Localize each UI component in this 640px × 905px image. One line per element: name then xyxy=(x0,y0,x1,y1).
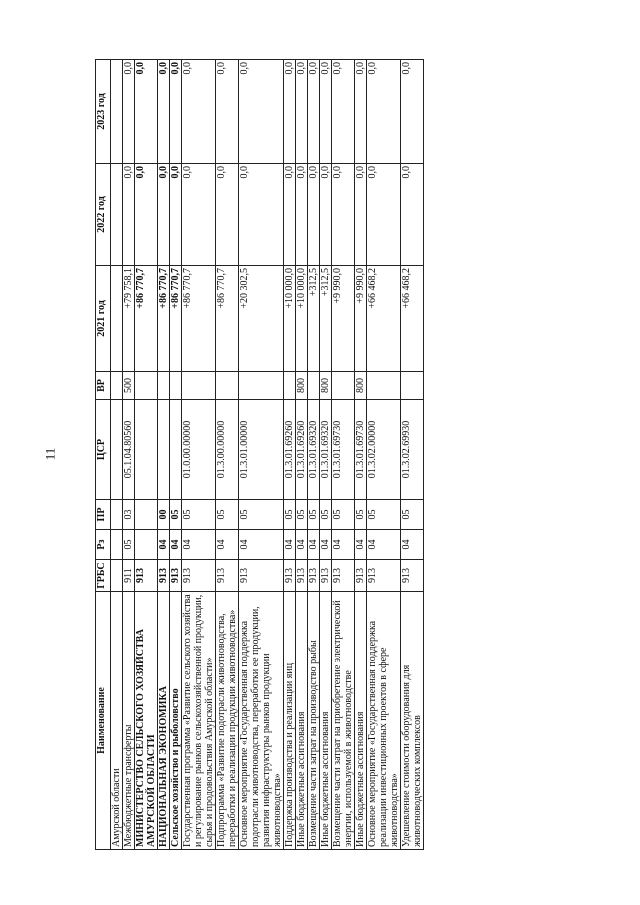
table-row xyxy=(401,60,424,850)
cell-vr: 800 xyxy=(320,372,332,400)
cell-csr: 01.3.02.69930 xyxy=(401,400,424,500)
cell-grbs: 913 xyxy=(170,560,182,592)
cell-pr: 05 xyxy=(320,500,332,530)
cell-csr: 01.3.01.69320 xyxy=(308,400,320,500)
cell-y2021: +312,5 xyxy=(308,266,320,372)
cell-rz: 04 xyxy=(284,530,296,560)
cell-y2021: +312,5 xyxy=(320,266,332,372)
cell-rz: 04 xyxy=(308,530,320,560)
cell-y2021: +86 770,7 xyxy=(158,266,170,372)
cell-vr xyxy=(182,372,216,400)
cell-csr: 01.3.01.69730 xyxy=(355,400,367,500)
cell-y2022: 0,0 xyxy=(308,164,320,266)
cell-y2021: +66 468,2 xyxy=(367,266,401,372)
cell-grbs: 913 xyxy=(216,560,239,592)
cell-vr xyxy=(332,372,355,400)
cell-vr xyxy=(401,372,424,400)
cell-pr: 00 xyxy=(158,500,170,530)
cell-y2023 xyxy=(111,60,123,164)
cell-grbs xyxy=(111,560,123,592)
cell-name: НАЦИОНАЛЬНАЯ ЭКОНОМИКА xyxy=(158,592,170,850)
cell-csr: 01.0.00.00000 xyxy=(182,400,216,500)
cell-name: Межбюджетные трансферты xyxy=(123,592,135,850)
cell-grbs: 913 xyxy=(239,560,284,592)
cell-name: Основное мероприятие «Государственная поддержка подотрасли животноводства, переработки ее продукции, развития инфраструктуры рынков продукции животноводства» xyxy=(239,592,284,850)
cell-y2021: +79 758,1 xyxy=(123,266,135,372)
cell-vr xyxy=(284,372,296,400)
cell-y2021: +86 770,7 xyxy=(170,266,182,372)
cell-name: Иные бюджетные ассигнования xyxy=(355,592,367,850)
cell-pr: 05 xyxy=(170,500,182,530)
cell-y2022: 0,0 xyxy=(123,164,135,266)
cell-y2021 xyxy=(111,266,123,372)
cell-pr xyxy=(111,500,123,530)
cell-csr: 01.3.01.69260 xyxy=(296,400,308,500)
cell-name: Иные бюджетные ассигнования xyxy=(320,592,332,850)
cell-name: Подпрограмма «Развитие подотрасли животноводства, переработки и реализации продукции животноводства» xyxy=(216,592,239,850)
cell-pr: 05 xyxy=(182,500,216,530)
cell-grbs: 911 xyxy=(123,560,135,592)
header-2021: 2021 год xyxy=(96,266,111,372)
cell-grbs: 913 xyxy=(158,560,170,592)
table-row xyxy=(158,60,170,850)
cell-grbs: 913 xyxy=(320,560,332,592)
cell-vr xyxy=(216,372,239,400)
cell-y2023: 0,0 xyxy=(135,60,158,164)
cell-csr: 01.3.01.00000 xyxy=(239,400,284,500)
cell-pr: 03 xyxy=(123,500,135,530)
cell-rz: 04 xyxy=(170,530,182,560)
cell-y2023: 0,0 xyxy=(332,60,355,164)
cell-grbs: 913 xyxy=(182,560,216,592)
table-row xyxy=(296,60,308,850)
cell-y2023: 0,0 xyxy=(401,60,424,164)
cell-y2021: +9 990,0 xyxy=(332,266,355,372)
cell-rz: 04 xyxy=(182,530,216,560)
cell-csr: 05.1.04.80560 xyxy=(123,400,135,500)
cell-rz: 05 xyxy=(123,530,135,560)
cell-y2021: +20 302,5 xyxy=(239,266,284,372)
cell-y2021: +86 770,7 xyxy=(182,266,216,372)
cell-y2022: 0,0 xyxy=(355,164,367,266)
cell-y2021: +86 770,7 xyxy=(135,266,158,372)
cell-y2023: 0,0 xyxy=(367,60,401,164)
budget-table xyxy=(95,59,424,850)
cell-y2021: +10 000,0 xyxy=(284,266,296,372)
header-vr: ВР xyxy=(96,372,111,400)
cell-csr xyxy=(158,400,170,500)
cell-y2023: 0,0 xyxy=(296,60,308,164)
cell-y2022: 0,0 xyxy=(135,164,158,266)
cell-vr xyxy=(170,372,182,400)
cell-y2022: 0,0 xyxy=(239,164,284,266)
cell-grbs: 913 xyxy=(332,560,355,592)
cell-pr: 05 xyxy=(239,500,284,530)
cell-csr: 01.3.02.00000 xyxy=(367,400,401,500)
table-row xyxy=(332,60,355,850)
cell-name: Удешевление стоимости оборудования для животноводческих комплексов xyxy=(401,592,424,850)
table-row xyxy=(367,60,401,850)
cell-name: МИНИСТЕРСТВО СЕЛЬСКОГО ХОЗЯЙСТВА АМУРСКОЙ ОБЛАСТИ xyxy=(135,592,158,850)
cell-y2022: 0,0 xyxy=(158,164,170,266)
cell-y2022: 0,0 xyxy=(182,164,216,266)
table-row xyxy=(308,60,320,850)
cell-y2022: 0,0 xyxy=(332,164,355,266)
cell-y2023: 0,0 xyxy=(308,60,320,164)
cell-csr: 01.3.00.00000 xyxy=(216,400,239,500)
cell-y2021: +86 770,7 xyxy=(216,266,239,372)
cell-y2022: 0,0 xyxy=(284,164,296,266)
cell-grbs: 913 xyxy=(367,560,401,592)
cell-name: Возмещение части затрат на приобретение электрической энергии, используемой в животноводстве xyxy=(332,592,355,850)
cell-grbs: 913 xyxy=(401,560,424,592)
cell-pr: 05 xyxy=(216,500,239,530)
table-row xyxy=(239,60,284,850)
cell-csr: 01.3.01.69260 xyxy=(284,400,296,500)
cell-y2021: +66 468,2 xyxy=(401,266,424,372)
cell-vr xyxy=(111,372,123,400)
cell-grbs: 913 xyxy=(308,560,320,592)
cell-y2022: 0,0 xyxy=(320,164,332,266)
cell-y2023: 0,0 xyxy=(355,60,367,164)
table-row xyxy=(355,60,367,850)
cell-y2023: 0,0 xyxy=(239,60,284,164)
cell-vr: 800 xyxy=(296,372,308,400)
header-csr: ЦСР xyxy=(96,400,111,500)
cell-vr xyxy=(135,372,158,400)
table-row xyxy=(123,60,135,850)
cell-pr: 05 xyxy=(284,500,296,530)
cell-y2023: 0,0 xyxy=(182,60,216,164)
cell-rz: 04 xyxy=(355,530,367,560)
cell-name: Амурской области xyxy=(111,592,123,850)
header-rz: Рз xyxy=(96,530,111,560)
table-row xyxy=(182,60,216,850)
table-row xyxy=(135,60,158,850)
cell-name: Поддержка производства и реализации яиц xyxy=(284,592,296,850)
cell-y2022: 0,0 xyxy=(170,164,182,266)
cell-vr xyxy=(239,372,284,400)
cell-y2021: +9 990,0 xyxy=(355,266,367,372)
cell-pr: 05 xyxy=(355,500,367,530)
header-pr: ПР xyxy=(96,500,111,530)
cell-y2023: 0,0 xyxy=(123,60,135,164)
cell-pr: 05 xyxy=(332,500,355,530)
cell-grbs: 913 xyxy=(296,560,308,592)
table-row xyxy=(170,60,182,850)
cell-rz xyxy=(135,530,158,560)
cell-rz: 04 xyxy=(320,530,332,560)
table-header-row xyxy=(96,60,111,850)
cell-name: Основное мероприятие «Государственная поддержка реализации инвестиционных проектов в сфере животноводства» xyxy=(367,592,401,850)
cell-y2021: +10 000,0 xyxy=(296,266,308,372)
cell-rz xyxy=(111,530,123,560)
cell-grbs: 913 xyxy=(135,560,158,592)
cell-rz: 04 xyxy=(332,530,355,560)
table-row xyxy=(320,60,332,850)
cell-name: Государственная программа «Развитие сельского хозяйства и регулирование рынков сельскохозяйственной продукции, сырья и продовольствия Амурской области» xyxy=(182,592,216,850)
cell-rz: 04 xyxy=(158,530,170,560)
header-2023: 2023 год xyxy=(96,60,111,164)
cell-pr: 05 xyxy=(367,500,401,530)
cell-name: Возмещение части затрат на производство рыбы xyxy=(308,592,320,850)
cell-rz: 04 xyxy=(296,530,308,560)
header-grbs: ГРБС xyxy=(96,560,111,592)
cell-pr xyxy=(135,500,158,530)
table-row xyxy=(216,60,239,850)
cell-y2022: 0,0 xyxy=(296,164,308,266)
cell-csr: 01.3.01.69320 xyxy=(320,400,332,500)
cell-rz: 04 xyxy=(367,530,401,560)
cell-vr xyxy=(158,372,170,400)
table-row xyxy=(284,60,296,850)
cell-csr: 01.3.01.69730 xyxy=(332,400,355,500)
cell-name: Сельское хозяйство и рыболовство xyxy=(170,592,182,850)
cell-y2022: 0,0 xyxy=(216,164,239,266)
cell-vr xyxy=(308,372,320,400)
cell-vr xyxy=(367,372,401,400)
cell-y2023: 0,0 xyxy=(170,60,182,164)
cell-rz: 04 xyxy=(216,530,239,560)
cell-y2023: 0,0 xyxy=(284,60,296,164)
header-name: Наименование xyxy=(96,592,111,850)
budget-table-rotated xyxy=(95,60,585,850)
cell-csr xyxy=(135,400,158,500)
cell-pr: 05 xyxy=(308,500,320,530)
cell-y2022: 0,0 xyxy=(367,164,401,266)
cell-y2022 xyxy=(111,164,123,266)
cell-y2022: 0,0 xyxy=(401,164,424,266)
cell-rz: 04 xyxy=(239,530,284,560)
cell-y2023: 0,0 xyxy=(216,60,239,164)
cell-pr: 05 xyxy=(401,500,424,530)
cell-csr xyxy=(111,400,123,500)
cell-grbs: 913 xyxy=(355,560,367,592)
cell-name: Иные бюджетные ассигнования xyxy=(296,592,308,850)
header-2022: 2022 год xyxy=(96,164,111,266)
page-number: 11 xyxy=(42,447,58,461)
cell-y2023: 0,0 xyxy=(320,60,332,164)
cell-vr: 800 xyxy=(355,372,367,400)
cell-pr: 05 xyxy=(296,500,308,530)
cell-csr xyxy=(170,400,182,500)
cell-y2023: 0,0 xyxy=(158,60,170,164)
table-row xyxy=(111,60,123,850)
cell-rz: 04 xyxy=(401,530,424,560)
cell-grbs: 913 xyxy=(284,560,296,592)
cell-vr: 500 xyxy=(123,372,135,400)
